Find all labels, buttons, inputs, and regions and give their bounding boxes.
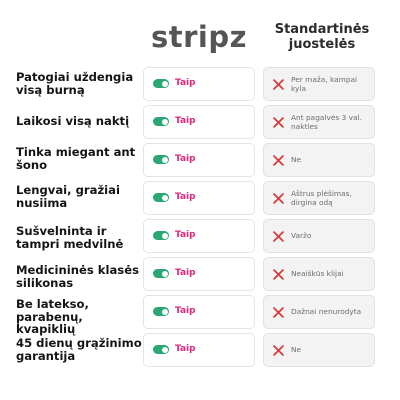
toggle-on-icon (153, 193, 169, 202)
standard-cell (263, 143, 375, 177)
standard-cell (263, 67, 375, 101)
standard-value: Aštrus plėšimas, dirgina odą (291, 189, 352, 207)
standard-value: Ne (291, 155, 302, 164)
x-mark-icon (273, 307, 284, 318)
stripz-cell (143, 295, 255, 329)
stripz-value: Taip (175, 192, 196, 202)
stripz-cell (143, 105, 255, 139)
feature-label: Be latekso, parabenų, kvapiklių (16, 297, 89, 336)
feature-label: Patogiai uždengia visą burną (16, 70, 134, 97)
standard-value: Varžo (291, 231, 312, 240)
stripz-cell (143, 67, 255, 101)
x-mark-icon (273, 269, 284, 280)
standard-value: Dažnai nenurodyta (291, 307, 362, 316)
standard-value: Per maža, kampai kyla (291, 75, 358, 93)
stripz-cell (143, 333, 255, 367)
x-mark-icon (273, 155, 284, 166)
stripz-value: Taip (175, 306, 196, 316)
standard-cell (263, 295, 375, 329)
x-mark-icon (273, 345, 284, 356)
standard-cell (263, 105, 375, 139)
standard-value: Neaiškūs klijai (291, 269, 344, 278)
standard-cell (263, 181, 375, 215)
toggle-on-icon (153, 117, 169, 126)
x-mark-icon (273, 117, 284, 128)
toggle-on-icon (153, 155, 169, 164)
stripz-value: Taip (175, 230, 196, 240)
feature-label: Sušvelninta ir tampri medvilnė (16, 224, 124, 251)
standard-cell (263, 333, 375, 367)
stripz-cell (143, 257, 255, 291)
stripz-value: Taip (175, 116, 196, 126)
feature-label: 45 dienų grąžinimo garantija (16, 336, 142, 363)
x-mark-icon (273, 193, 284, 204)
standard-value: Ne (291, 345, 302, 354)
standard-cell (263, 219, 375, 253)
toggle-on-icon (153, 231, 169, 240)
toggle-on-icon (153, 307, 169, 316)
x-mark-icon (273, 231, 284, 242)
stripz-logo (147, 20, 251, 54)
standard-cell (263, 257, 375, 291)
toggle-on-icon (153, 345, 169, 354)
stripz-value: Taip (175, 268, 196, 278)
feature-label: Medicininės klasės silikonas (16, 263, 139, 290)
toggle-on-icon (153, 269, 169, 278)
stripz-value: Taip (175, 78, 196, 88)
feature-label: Tinka miegant ant šono (16, 145, 136, 172)
stripz-cell (143, 219, 255, 253)
stripz-value: Taip (175, 154, 196, 164)
feature-label: Lengvai, gražiai nusiima (16, 183, 120, 210)
feature-label: Laikosi visą naktį (16, 114, 130, 128)
toggle-on-icon (153, 79, 169, 88)
standard-value: Ant pagalvės 3 val. naktles (291, 113, 362, 131)
stripz-cell (143, 143, 255, 177)
competitor-title: Standartinės juostelės (274, 22, 370, 52)
brand-wordmark: stripz (150, 20, 248, 54)
x-mark-icon (273, 79, 284, 90)
stripz-cell (143, 181, 255, 215)
stripz-value: Taip (175, 344, 196, 354)
